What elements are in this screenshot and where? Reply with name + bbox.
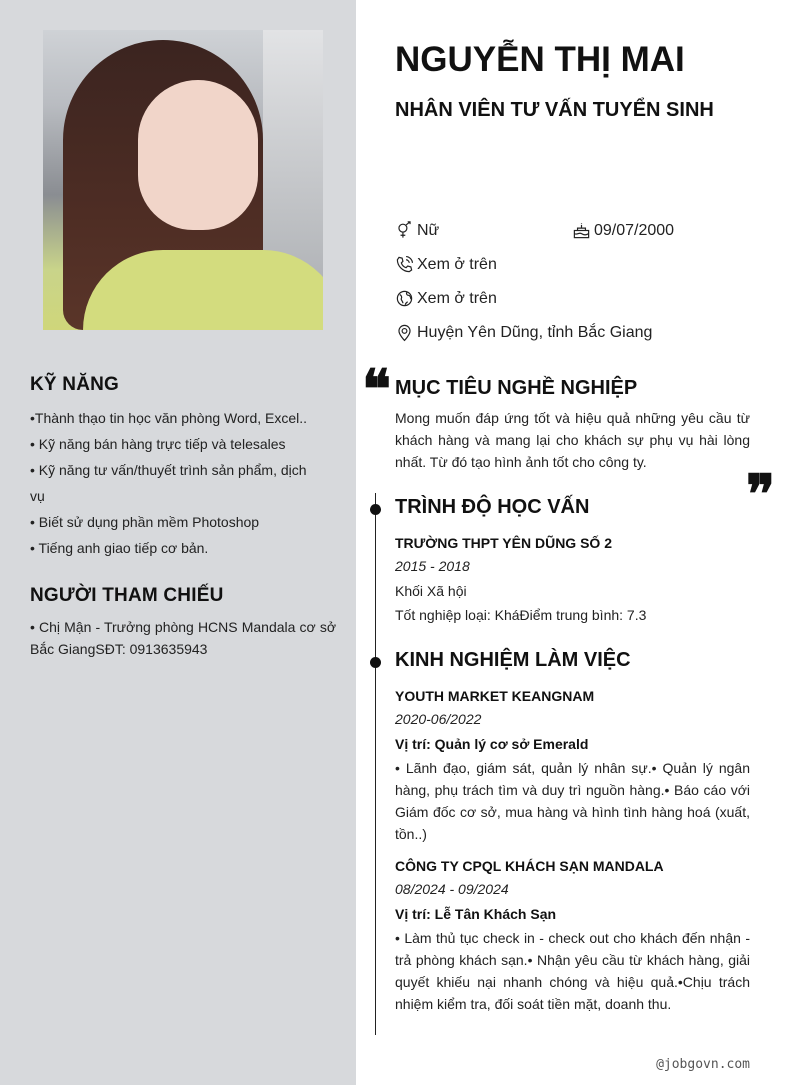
- gender-icon: [395, 221, 414, 240]
- company-name: CÔNG TY CPQL KHÁCH SẠN MANDALA: [395, 858, 664, 874]
- address-info: [395, 323, 652, 342]
- education-period: 2015 - 2018: [395, 558, 470, 574]
- job-period: 2020-06/2022: [395, 711, 482, 727]
- timeline-dot: [370, 504, 381, 515]
- phone-value: Xem ở trên: [417, 255, 497, 273]
- education-major: Khối Xã hội: [395, 583, 467, 599]
- skill-item: •Thành thạo tin học văn phòng Word, Excel..: [30, 410, 308, 426]
- birthday-value: 09/07/2000: [594, 221, 675, 239]
- job-description: • Làm thủ tục check in - check out cho khách đến nhận - trả phòng khách sạn.• Nhận yêu cầu từ khách hàng, giải quyết khiếu nại nhanh chóng và hiệu quả.•Chịu trách nhiệm kiểm tra, đối soát tiền mặt, doanh thu.: [395, 930, 750, 1012]
- location-pin-icon: [395, 323, 414, 342]
- skill-item: • Kỹ năng bán hàng trực tiếp và telesales: [30, 436, 286, 452]
- profile-photo: [43, 30, 323, 330]
- skill-item: • Tiếng anh giao tiếp cơ bản.: [30, 540, 209, 556]
- education-result: Tốt nghiệp loại: KháĐiểm trung bình: 7.3: [395, 607, 647, 623]
- birthday-info: [572, 221, 674, 240]
- job-period: 08/2024 - 09/2024: [395, 881, 509, 897]
- skills-list: [30, 405, 336, 561]
- gender-value: Nữ: [417, 221, 440, 239]
- candidate-name: NGUYỄN THỊ MAI: [395, 40, 685, 79]
- job-position: Vị trí: Quản lý cơ sở Emerald: [395, 736, 589, 752]
- education-heading: TRÌNH ĐỘ HỌC VẤN: [395, 496, 590, 518]
- timeline-line: [375, 493, 376, 1035]
- school-name: TRƯỜNG THPT YÊN DŨNG SỐ 2: [395, 535, 612, 551]
- timeline-dot: [370, 657, 381, 668]
- job-position: Vị trí: Lễ Tân Khách Sạn: [395, 906, 557, 922]
- photo-shirt: [83, 250, 323, 330]
- website-value: Xem ở trên: [417, 289, 497, 307]
- skills-heading: KỸ NĂNG: [30, 374, 120, 395]
- sidebar: [0, 0, 356, 1085]
- objective-heading: MỤC TIÊU NGHỀ NGHIỆP: [395, 377, 638, 399]
- objective-text: Mong muốn đáp ứng tốt và hiệu quả những yêu cầu từ khách hàng và mang lại cho khách sự phụ vụ hài lòng nhất. Từ đó tạo hình ảnh tốt cho công ty.: [395, 410, 750, 470]
- globe-icon: [395, 289, 414, 308]
- close-quote-icon: ❞: [746, 462, 776, 526]
- references-heading: NGƯỜI THAM CHIẾU: [30, 585, 224, 606]
- skill-item: • Kỹ năng tư vấn/thuyết trình sản phẩm, dịch vụ: [30, 462, 307, 504]
- open-quote-icon: ❝: [362, 357, 392, 421]
- references-text: • Chị Mận - Trưởng phòng HCNS Mandala cơ sở Bắc GiangSĐT: 0913635943: [30, 619, 336, 657]
- phone-icon: [395, 255, 414, 274]
- experience-heading: KINH NGHIỆM LÀM VIỆC: [395, 649, 631, 671]
- photo-face: [138, 80, 258, 230]
- gender-info: [395, 221, 439, 240]
- job-description: • Lãnh đạo, giám sát, quản lý nhân sự.• Quản lý ngân hàng, phụ trách tìm và duy trì nguồn hàng.• Báo cáo với Giám đốc cơ sở, mua hàng và hình tình hàng hoá (xuất, tồn..): [395, 760, 750, 842]
- address-value: Huyện Yên Dũng, tỉnh Bắc Giang: [417, 323, 653, 341]
- job-title: NHÂN VIÊN TƯ VẤN TUYỂN SINH: [395, 99, 714, 121]
- watermark: @jobgovn.com: [656, 1057, 750, 1072]
- phone-info: [395, 255, 497, 274]
- website-info: [395, 289, 497, 308]
- company-name: YOUTH MARKET KEANGNAM: [395, 688, 595, 704]
- cake-icon: [572, 221, 591, 240]
- skill-item: • Biết sử dụng phần mềm Photoshop: [30, 514, 260, 530]
